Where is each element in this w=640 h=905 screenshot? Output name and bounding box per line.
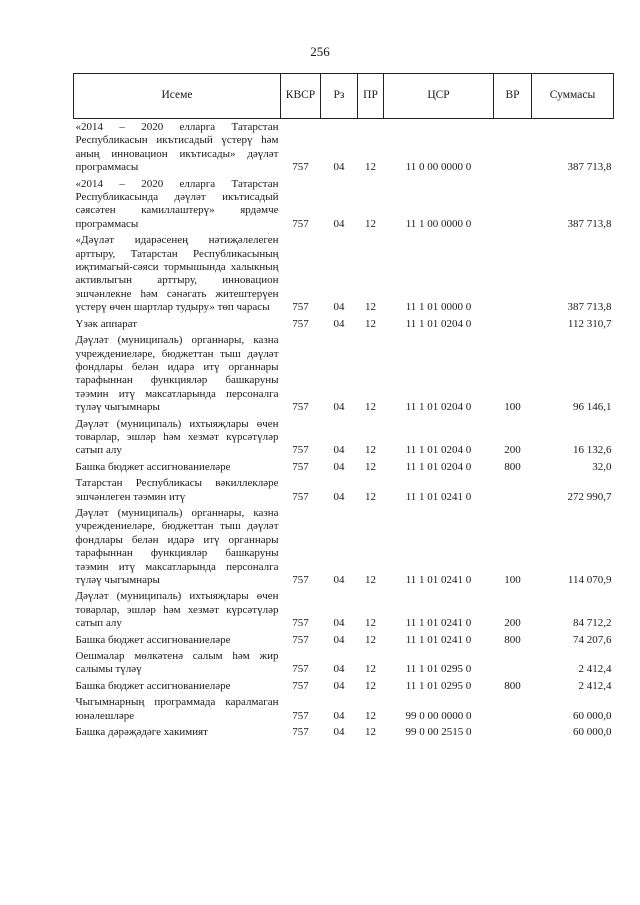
header-rz: Рз <box>321 74 358 119</box>
cell-pr: 12 <box>365 709 376 722</box>
cell-kvsr: 757 <box>292 301 309 314</box>
cell-csr: 11 1 01 0204 0 <box>405 444 472 457</box>
table-row <box>74 461 614 477</box>
cell-name: Дәүләт (муниципаль) ихтыяҗлары өчен товарлар, эшләр һәм хезмәт күрсәтүләр сатып алу <box>75 590 279 630</box>
header-pr: ПР <box>358 74 384 119</box>
cell-kvsr: 757 <box>292 401 309 414</box>
cell-pr: 12 <box>365 679 376 692</box>
cell-pr: 12 <box>365 217 376 230</box>
cell-vr <box>494 178 532 235</box>
page-number: 256 <box>310 44 330 59</box>
cell-pr: 12 <box>365 444 376 457</box>
table-row <box>74 119 614 178</box>
cell-vr <box>494 318 532 334</box>
cell-name: Үзәк аппарат <box>75 317 138 330</box>
cell-vr: 100 <box>504 401 521 414</box>
table-row <box>74 590 614 633</box>
cell-name: «2014 – 2020 елларга Татарстан Республикасын икътисадый үстерү һәм аның инновацион икътисады» дәүләт программасы <box>75 121 279 174</box>
cell-kvsr: 757 <box>292 726 309 739</box>
cell-pr: 12 <box>365 401 376 414</box>
cell-sum: 32,0 <box>592 460 612 473</box>
cell-rz: 04 <box>333 460 345 473</box>
cell-sum: 387 713,8 <box>567 217 612 230</box>
header-kvsr: КВСР <box>281 74 321 119</box>
cell-sum: 272 990,7 <box>567 490 612 503</box>
cell-vr <box>494 726 532 742</box>
cell-pr: 12 <box>365 633 376 646</box>
cell-name: Башка бюджет ассигнованиеләре <box>75 679 231 692</box>
cell-csr: 11 1 01 0204 0 <box>405 317 472 330</box>
cell-rz: 04 <box>333 633 345 646</box>
cell-rz: 04 <box>333 663 345 676</box>
cell-sum: 96 146,1 <box>573 401 612 414</box>
cell-name: «Дәүләт идарәсенең нәтиҗәлелеген арттыру, Татарстан Республикасының иҗтимагый-сәяси тормышында халыкның активлыгын арттыру, инновацион эшчәнлекне һәм сәнәгать житештерүен үстерү өчен шартлар тудыру» төп чарасы <box>75 234 279 314</box>
cell-pr: 12 <box>365 317 376 330</box>
cell-sum: 84 712,2 <box>573 617 612 630</box>
cell-csr: 11 1 01 0204 0 <box>405 401 472 414</box>
cell-kvsr: 757 <box>292 317 309 330</box>
cell-sum: 60 000,0 <box>573 709 612 722</box>
cell-csr: 11 1 01 0295 0 <box>405 679 472 692</box>
cell-vr <box>494 477 532 507</box>
cell-csr: 11 1 01 0241 0 <box>405 617 472 630</box>
cell-vr: 800 <box>504 679 521 692</box>
cell-kvsr: 757 <box>292 460 309 473</box>
cell-kvsr: 757 <box>292 679 309 692</box>
cell-csr: 11 1 01 0000 0 <box>405 301 472 314</box>
cell-rz: 04 <box>333 726 345 739</box>
cell-vr <box>494 650 532 680</box>
cell-pr: 12 <box>365 460 376 473</box>
cell-vr <box>494 119 532 178</box>
cell-kvsr: 757 <box>292 161 309 174</box>
cell-sum: 387 713,8 <box>567 301 612 314</box>
cell-sum: 16 132,6 <box>573 444 612 457</box>
cell-pr: 12 <box>365 663 376 676</box>
cell-rz: 04 <box>333 317 345 330</box>
cell-csr: 11 1 01 0204 0 <box>405 460 472 473</box>
cell-pr: 12 <box>365 574 376 586</box>
table-row <box>74 234 614 317</box>
cell-csr: 99 0 00 0000 0 <box>405 709 472 722</box>
cell-name: Дәүләт (муниципаль) ихтыяҗлары өчен товарлар, эшләр һәм хезмәт күрсәтүләр сатып алу <box>75 417 279 457</box>
cell-pr: 12 <box>365 301 376 314</box>
cell-kvsr: 757 <box>292 574 309 586</box>
table-row <box>74 477 614 507</box>
table-row <box>74 726 614 742</box>
cell-vr <box>494 696 532 726</box>
cell-vr: 800 <box>504 460 521 473</box>
cell-pr: 12 <box>365 161 376 174</box>
table-row <box>74 680 614 696</box>
cell-kvsr: 757 <box>292 663 309 676</box>
header-csr: ЦСР <box>384 74 494 119</box>
table-row <box>74 334 614 417</box>
cell-kvsr: 757 <box>292 617 309 630</box>
cell-name: Чыгымнарның программада каралмаган юнәлешләре <box>75 696 279 722</box>
cell-vr: 800 <box>504 633 521 646</box>
cell-name: Дәүләт (муниципаль) органнары, казна учреждениеләре, бюджеттан тыш дәүләт фондлары белән идарә итү органнары тарафыннан функцияләр башкаруны тәэмин итү максатларында персоналга түләү чыгымнары <box>75 334 279 414</box>
cell-name: Татарстан Республикасы вәкиллекләре эшчәнлеген тәэмин итү <box>75 477 279 503</box>
cell-csr: 11 1 01 0241 0 <box>405 490 472 503</box>
cell-rz: 04 <box>333 490 345 503</box>
cell-rz: 04 <box>333 709 345 722</box>
cell-rz: 04 <box>333 161 345 174</box>
cell-rz: 04 <box>333 401 345 414</box>
cell-rz: 04 <box>333 444 345 457</box>
header-name: Исеме <box>74 74 281 119</box>
cell-pr: 12 <box>365 490 376 503</box>
cell-name: Башка дәрәҗәдәге хакимият <box>75 726 208 739</box>
cell-name: «2014 – 2020 елларга Татарстан Республикасында дәүләт икътисадый сәясәтен камиллаштерү» ярдәмче программасы <box>75 177 279 230</box>
cell-vr: 200 <box>504 444 521 457</box>
cell-sum: 112 310,7 <box>567 317 612 330</box>
cell-kvsr: 757 <box>292 444 309 457</box>
table-row <box>74 696 614 726</box>
cell-rz: 04 <box>333 574 345 586</box>
header-sum: Суммасы <box>532 74 614 119</box>
cell-sum: 114 070,9 <box>567 574 612 586</box>
cell-sum: 2 412,4 <box>578 679 612 692</box>
cell-pr: 12 <box>365 726 376 739</box>
cell-vr: 100 <box>504 574 521 586</box>
table-row <box>74 178 614 235</box>
table-header-row <box>74 74 614 119</box>
cell-name: Башка бюджет ассигнованиеләре <box>75 633 231 646</box>
cell-kvsr: 757 <box>292 490 309 503</box>
cell-rz: 04 <box>333 217 345 230</box>
table-row <box>74 507 614 590</box>
cell-csr: 11 1 00 0000 0 <box>405 217 472 230</box>
cell-sum: 60 000,0 <box>573 726 612 739</box>
table-row <box>74 650 614 680</box>
cell-vr: 200 <box>504 617 521 630</box>
cell-csr: 11 1 01 0295 0 <box>405 663 472 676</box>
table-row <box>74 318 614 334</box>
header-vr: ВР <box>494 74 532 119</box>
table-row <box>74 634 614 650</box>
cell-csr: 99 0 00 2515 0 <box>405 726 472 739</box>
cell-csr: 11 0 00 0000 0 <box>405 161 472 174</box>
cell-rz: 04 <box>333 301 345 314</box>
cell-kvsr: 757 <box>292 633 309 646</box>
cell-csr: 11 1 01 0241 0 <box>405 574 472 586</box>
cell-kvsr: 757 <box>292 709 309 722</box>
cell-csr: 11 1 01 0241 0 <box>405 633 472 646</box>
cell-name: Башка бюджет ассигнованиеләре <box>75 460 231 473</box>
cell-rz: 04 <box>333 679 345 692</box>
cell-name: Дәүләт (муниципаль) органнары, казна учреждениеләре, бюджеттан тыш дәүләт фондлары белән идарә итү органнары тарафыннан функцияләр башкаруны тәэмин итү максатларында персоналга түләү чыгымнары <box>75 506 279 586</box>
cell-sum: 2 412,4 <box>578 663 612 676</box>
budget-table <box>73 73 614 742</box>
table-row <box>74 418 614 461</box>
cell-rz: 04 <box>333 617 345 630</box>
cell-name: Оешмалар мөлкәтенә салым һәм жир салымы түләү <box>75 650 279 676</box>
table-body <box>74 119 614 743</box>
cell-sum: 387 713,8 <box>567 161 612 174</box>
cell-sum: 74 207,6 <box>573 633 612 646</box>
cell-vr <box>494 234 532 317</box>
cell-kvsr: 757 <box>292 217 309 230</box>
cell-pr: 12 <box>365 617 376 630</box>
